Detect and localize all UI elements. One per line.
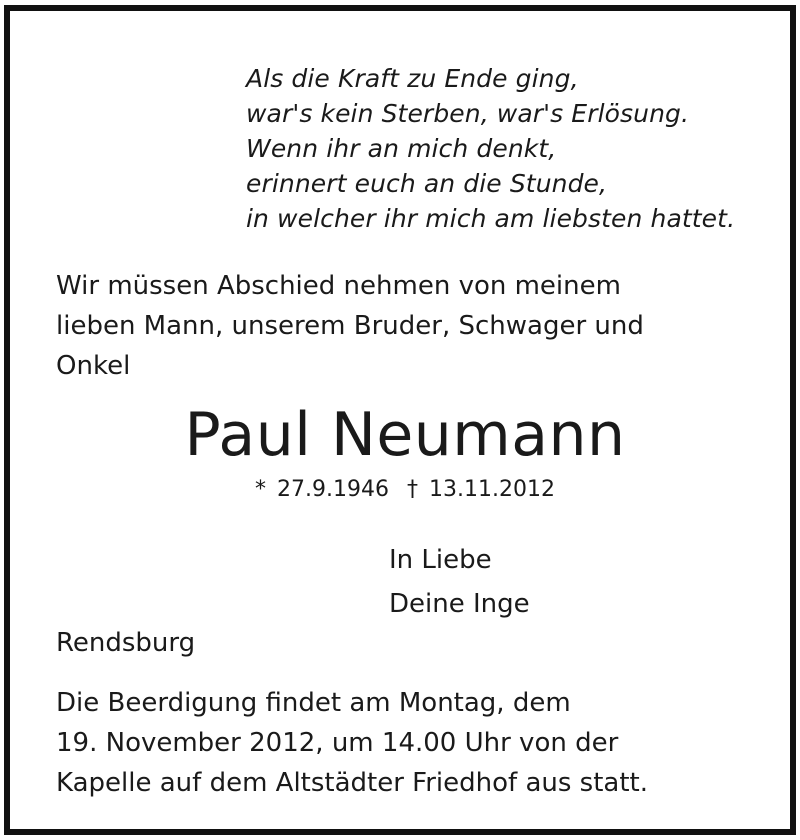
intro-line: Wir müssen Abschied nehmen von meinem xyxy=(56,271,621,301)
funeral-line: 19. November 2012, um 14.00 Uhr von der xyxy=(56,728,619,758)
obituary-border xyxy=(4,5,796,835)
deceased-name: Paul Neumann xyxy=(184,400,626,470)
poem-line: Als die Kraft zu Ende ging, xyxy=(246,64,579,93)
poem xyxy=(246,61,735,236)
life-dates xyxy=(10,473,800,507)
place-name: Rendsburg xyxy=(56,628,196,658)
poem-line: Wenn ihr an mich denkt, xyxy=(246,134,557,163)
death-date: † 13.11.2012 xyxy=(407,477,555,502)
funeral-line: Die Beerdigung findet am Montag, dem xyxy=(56,688,571,718)
signoff-line: In Liebe xyxy=(389,545,492,575)
poem-line: in welcher ihr mich am liebsten hattet. xyxy=(246,204,736,233)
intro-line: lieben Mann, unserem Bruder, Schwager und xyxy=(56,311,644,341)
birth-date: * 27.9.1946 xyxy=(255,477,389,502)
poem-line: war's kein Sterben, war's Erlösung. xyxy=(246,99,690,128)
farewell-intro xyxy=(56,266,746,386)
funeral-line: Kapelle auf dem Altstädter Friedhof aus statt. xyxy=(56,768,649,798)
funeral-notice xyxy=(56,683,648,803)
signoff-signature: Deine Inge xyxy=(389,589,530,619)
intro-line: Onkel xyxy=(56,351,131,381)
signoff xyxy=(389,538,530,626)
poem-line: erinnert euch an die Stunde, xyxy=(246,169,608,198)
